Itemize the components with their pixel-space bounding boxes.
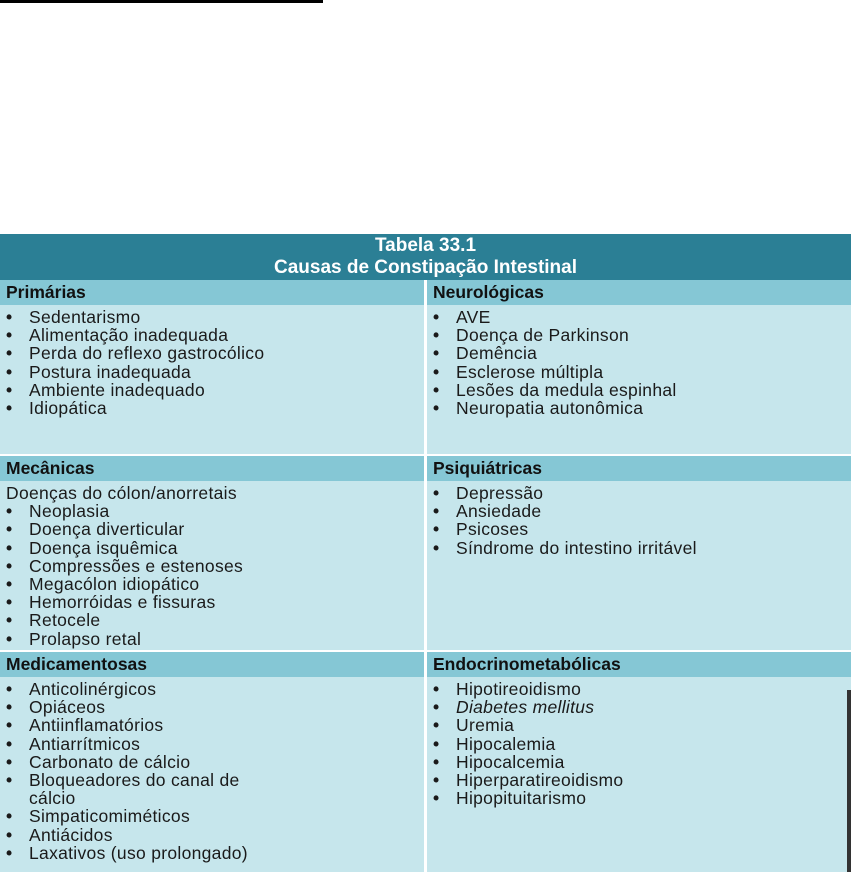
list-item: • Demência xyxy=(433,344,851,362)
section-heading: Medicamentosas xyxy=(0,652,424,677)
section-body xyxy=(427,305,851,417)
list-item: • Antiarrítmicos xyxy=(6,735,424,753)
section-mecanicas xyxy=(0,456,424,648)
list-item: • Antiinflamatórios xyxy=(6,716,424,734)
table-title xyxy=(0,234,851,281)
list-item: • Anticolinérgicos xyxy=(6,680,424,698)
list-item: • Ambiente inadequado xyxy=(6,381,424,399)
list-item: • Uremia xyxy=(433,716,851,734)
item-list xyxy=(6,502,424,648)
list-item: • Bloqueadores do canal de xyxy=(6,771,424,789)
list-item: • Hipotireoidismo xyxy=(433,680,851,698)
list-item: • Doença isquêmica xyxy=(6,539,424,557)
section-medicamentosas xyxy=(0,652,424,862)
item-list xyxy=(6,680,424,862)
item-list xyxy=(433,308,851,417)
list-item: • Laxativos (uso prolongado) xyxy=(6,844,424,862)
section-endocrinometabolicas xyxy=(427,652,851,807)
section-body xyxy=(0,305,424,417)
section-neurologicas xyxy=(427,280,851,417)
section-heading: Neurológicas xyxy=(427,280,851,305)
list-item: • Síndrome do intestino irritável xyxy=(433,539,851,557)
section-primarias xyxy=(0,280,424,417)
list-item: • Esclerose múltipla xyxy=(433,363,851,381)
list-item: • Perda do reflexo gastrocólico xyxy=(6,344,424,362)
list-item: • Alimentação inadequada xyxy=(6,326,424,344)
list-item: • Idiopática xyxy=(6,399,424,417)
section-heading: Primárias xyxy=(0,280,424,305)
list-item: • Psicoses xyxy=(433,520,851,538)
list-item: • Depressão xyxy=(433,484,851,502)
list-item: • Hipocalcemia xyxy=(433,753,851,771)
list-item: • Lesões da medula espinhal xyxy=(433,381,851,399)
table-number: Tabela 33.1 xyxy=(374,235,477,256)
italic-term: Diabetes mellitus xyxy=(456,697,595,718)
list-item: • Sedentarismo xyxy=(6,308,424,326)
edge-shadow xyxy=(847,690,851,872)
list-item: • AVE xyxy=(433,308,851,326)
list-item: • Hemorróidas e fissuras xyxy=(6,593,424,611)
list-item: • Antiácidos xyxy=(6,826,424,844)
list-item: • Ansiedade xyxy=(433,502,851,520)
list-item: • Compressões e estenoses xyxy=(6,557,424,575)
list-item: • Prolapso retal xyxy=(6,630,424,648)
item-list xyxy=(433,680,851,807)
list-item: • Retocele xyxy=(6,611,424,629)
list-item: • Simpaticomiméticos xyxy=(6,807,424,825)
list-item: • Carbonato de cálcio xyxy=(6,753,424,771)
section-body xyxy=(427,677,851,807)
list-item: • Hipocalemia xyxy=(433,735,851,753)
list-item: • Hipopituitarismo xyxy=(433,789,851,807)
causes-table xyxy=(0,234,851,872)
list-item-continuation: cálcio xyxy=(29,788,76,809)
list-item: • Neuropatia autonômica xyxy=(433,399,851,417)
list-item: • Megacólon idiopático xyxy=(6,575,424,593)
top-rule xyxy=(0,0,323,3)
list-item: • Hiperparatireoidismo xyxy=(433,771,851,789)
right-column xyxy=(427,280,851,872)
section-heading: Endocrinometabólicas xyxy=(427,652,851,677)
list-item xyxy=(433,698,851,716)
list-item: • Doença de Parkinson xyxy=(433,326,851,344)
section-psiquiatricas xyxy=(427,456,851,557)
list-item: • Neoplasia xyxy=(6,502,424,520)
section-heading: Mecânicas xyxy=(0,456,424,481)
item-list xyxy=(433,484,851,557)
table-caption: Causas de Constipação Intestinal xyxy=(273,257,578,278)
left-column xyxy=(0,280,424,872)
section-heading: Psiquiátricas xyxy=(427,456,851,481)
list-item: • Doença diverticular xyxy=(6,520,424,538)
section-intro: Doenças do cólon/anorretais xyxy=(6,483,237,503)
item-list xyxy=(6,308,424,417)
list-item: • Opiáceos xyxy=(6,698,424,716)
list-item: • Postura inadequada xyxy=(6,363,424,381)
section-body xyxy=(0,677,424,862)
section-body xyxy=(427,481,851,557)
section-body xyxy=(0,481,424,648)
